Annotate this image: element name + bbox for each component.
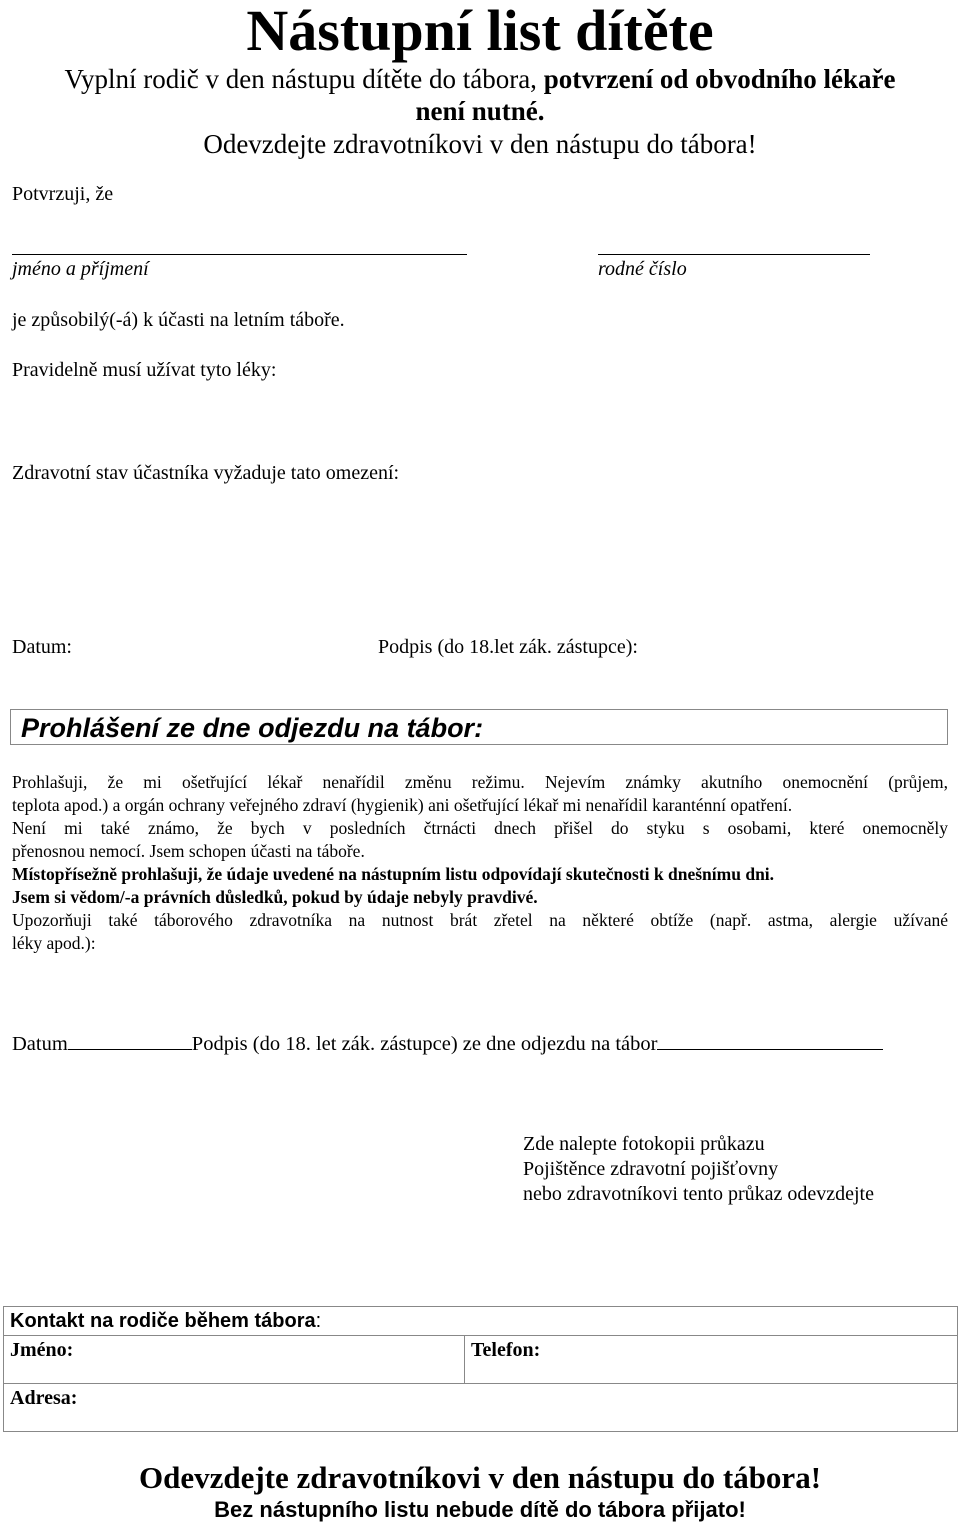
signature-label: Podpis (do 18.let zák. zástupce): — [378, 636, 638, 658]
name-signature-line[interactable] — [12, 254, 467, 255]
declaration-heading-box — [10, 709, 948, 745]
footer-warning: Bez nástupního listu nebude dítě do tábora přijato! — [214, 1497, 746, 1522]
contact-heading-colon: : — [315, 1310, 322, 1332]
name-label: jméno a příjmení — [12, 258, 149, 280]
fitness-statement: je způsobilý(-á) k účasti na letním táboře. — [12, 309, 345, 331]
insurance-note-line: Pojištěnce zdravotní pojišťovny — [523, 1158, 779, 1180]
departure-signature-row — [12, 1031, 883, 1057]
instruction-line-3: Odevzdejte zdravotníkovi v den nástupu do tábora! — [203, 129, 757, 159]
contact-address-label: Adresa: — [10, 1387, 78, 1409]
contact-phone-field[interactable] — [465, 1336, 958, 1384]
instruction-bold: potvrzení od obvodního lékaře — [543, 64, 896, 94]
declaration-bold-line: Místopřísežně prohlašuji, že údaje uvedené na nástupním listu odpovídají skutečnosti k dnešnímu dni. — [12, 864, 775, 884]
contact-heading-text: Kontakt na rodiče během tábora — [10, 1310, 316, 1332]
medication-label: Pravidelně musí užívat tyto léky: — [12, 359, 277, 381]
insurance-note-line: nebo zdravotníkovi tento průkaz odevzdejte — [523, 1183, 874, 1205]
declaration-line: Není mi také známo, že bych v posledních čtrnácti dnech přišel do styku s osobami, které onemocněly — [12, 818, 948, 838]
contact-name-label: Jméno: — [10, 1339, 74, 1361]
footer-reminder: Odevzdejte zdravotníkovi v den nástupu do tábora! — [138, 1460, 822, 1495]
birth-number-line[interactable] — [598, 254, 870, 255]
date-label: Datum: — [12, 636, 72, 658]
confirm-text: Potvrzuji, že — [12, 183, 114, 205]
declaration-line: léky apod.): — [12, 933, 96, 953]
departure-signature-label: Podpis (do 18. let zák. zástupce) ze dne odjezdu na tábor — [191, 1033, 658, 1055]
departure-date-label: Datum — [12, 1033, 68, 1055]
instruction-normal: Vyplní rodič v den nástupu dítěte do tábora, — [64, 64, 544, 94]
declaration-line: teplota apod.) a orgán ochrany veřejného zdraví (hygienik) ani ošetřující lékař mi nenařídil karanténní opatření. — [12, 795, 793, 815]
declaration-text — [12, 771, 948, 955]
declaration-line: přenosnou nemocí. Jsem schopen účasti na táboře. — [12, 841, 365, 861]
declaration-bold-line: Jsem si vědom/-a právních důsledků, pokud by údaje nebyly pravdivé. — [12, 887, 538, 907]
health-restrictions-label: Zdravotní stav účastníka vyžaduje tato omezení: — [12, 462, 400, 484]
departure-signature-line[interactable] — [657, 1031, 883, 1050]
departure-date-line[interactable] — [68, 1031, 192, 1050]
instruction-line-2: není nutné. — [415, 96, 545, 126]
instruction-line-1 — [20, 63, 940, 95]
contact-name-field[interactable] — [4, 1336, 465, 1384]
declaration-heading: Prohlášení ze dne odjezdu na tábor: — [21, 713, 484, 743]
parent-contact-table — [3, 1306, 958, 1432]
birth-number-label: rodné číslo — [598, 258, 687, 280]
declaration-line: Prohlašuji, že mi ošetřující lékař nenařídil změnu režimu. Nejevím známky akutního onemocnění (průjem, — [12, 772, 948, 792]
insurance-note-line: Zde nalepte fotokopii průkazu — [523, 1133, 765, 1155]
page-title: Nástupní list dítěte — [246, 0, 714, 63]
contact-phone-label: Telefon: — [471, 1339, 541, 1361]
contact-heading — [4, 1307, 958, 1336]
declaration-line: Upozorňuji také táborového zdravotníka na nutnost brát zřetel na některé obtíže (např. astma, alergie užívané — [12, 910, 948, 930]
contact-address-field[interactable] — [4, 1384, 958, 1432]
insurance-card-note — [523, 1132, 874, 1207]
